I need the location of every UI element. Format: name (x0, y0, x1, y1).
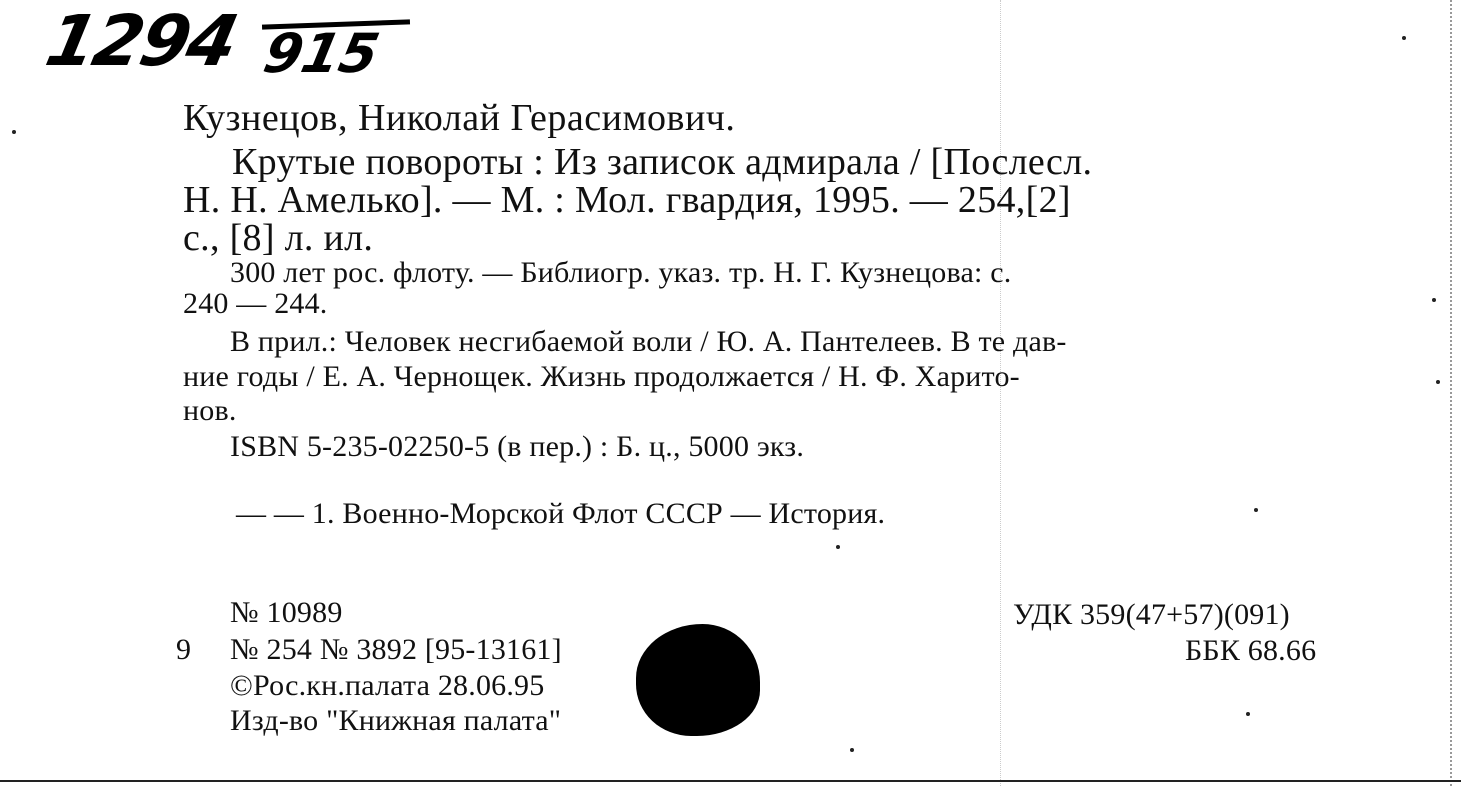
speck (1254, 508, 1258, 512)
card-bottom-rule (0, 780, 1461, 782)
appendix-line-1: В прил.: Человек несгибаемой воли / Ю. А. Пантелеев. В те дав- (230, 325, 1067, 358)
isbn-line: ISBN 5-235-02250-5 (в пер.) : Б. ц., 5000 экз. (230, 430, 805, 463)
handwritten-superscript: 915 (258, 22, 385, 85)
bottom-prefix: 9 (176, 633, 192, 666)
speck (1402, 36, 1406, 40)
appendix-line-3: нов. (183, 394, 237, 427)
publisher-line: Изд-во "Книжная палата" (230, 704, 562, 737)
title-line-2: Н. Н. Амелько]. — М. : Мол. гвардия, 1995. — 254,[2] (183, 179, 1071, 221)
chamber-date: ©Рос.кн.палата 28.06.95 (230, 669, 545, 702)
subject-line: — — 1. Военно-Морской Флот СССР — История. (236, 497, 886, 530)
series-line-2: 240 — 244. (183, 287, 328, 320)
appendix-line-2: ние годы / Е. А. Чернощек. Жизнь продолжается / Н. Ф. Харито- (183, 360, 1020, 393)
series-line-1: 300 лет рос. флоту. — Библиогр. указ. тр. Н. Г. Кузнецова: с. (230, 256, 1012, 289)
speck (850, 748, 854, 752)
author-heading: Кузнецов, Николай Герасимович. (183, 97, 736, 139)
speck (12, 130, 16, 134)
card-edge-dotted (1450, 0, 1453, 786)
ink-blot (636, 624, 760, 736)
registration-numbers: № 254 № 3892 [95-13161] (230, 633, 562, 666)
title-line-3: с., [8] л. ил. (183, 217, 374, 259)
title-line-1: Крутые повороты : Из записок адмирала / [Послесл. (232, 141, 1093, 183)
handwritten-number: 1294 (39, 0, 244, 82)
bbk-code: ББК 68.66 (1185, 634, 1317, 667)
udk-code: УДК 359(47+57)(091) (1013, 598, 1290, 631)
speck (1436, 380, 1440, 384)
speck (1432, 298, 1436, 302)
record-number: № 10989 (230, 596, 343, 629)
speck (836, 545, 840, 549)
speck (1246, 712, 1250, 716)
